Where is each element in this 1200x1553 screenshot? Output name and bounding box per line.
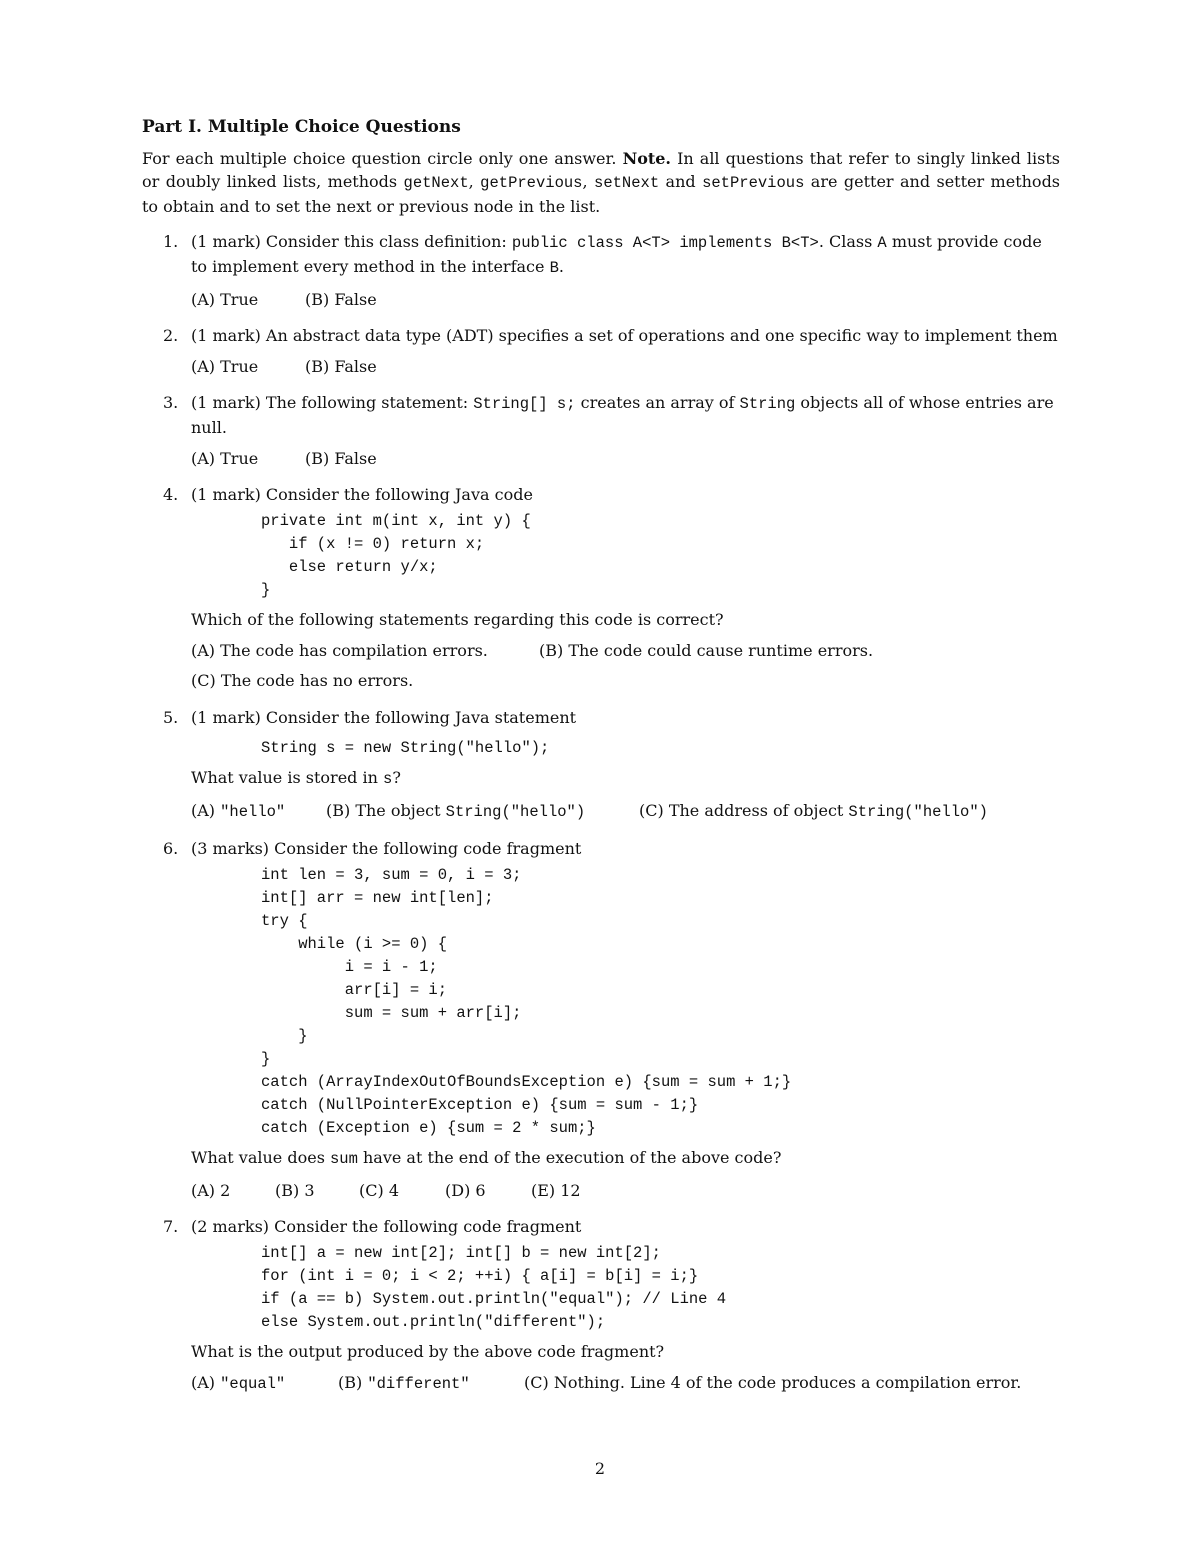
choice-a[interactable]: (A) True <box>191 357 259 376</box>
code-inline: String("hello") <box>445 803 586 821</box>
text: (1 mark) The following statement: <box>191 393 474 412</box>
question-3 <box>142 391 1060 470</box>
text: have at the end of the execution of the above code? <box>357 1148 782 1167</box>
intro-text: are getter and setter methods to obtain and to set the next or previous node in the list. <box>142 172 1061 216</box>
method-name: setNext <box>594 174 660 192</box>
choice-a[interactable]: (A) 2 <box>191 1181 231 1200</box>
question-text: (2 marks) Consider the following code fragment <box>191 1217 582 1236</box>
question-text <box>191 230 1060 280</box>
instructions-paragraph <box>142 147 1060 218</box>
choice-e[interactable]: (E) 12 <box>531 1181 581 1200</box>
question-6 <box>142 837 1060 1202</box>
question-number: 7. <box>163 1217 179 1236</box>
method-name: getNext <box>403 174 469 192</box>
question-5 <box>142 706 1060 824</box>
choice-label: (B) The object <box>326 801 446 820</box>
code-inline: String("hello") <box>848 803 988 821</box>
code-inline: B <box>549 259 559 277</box>
choice-label: (B) <box>338 1373 368 1392</box>
question-number: 5. <box>163 708 179 727</box>
text: must provide code to implement every method in the interface <box>191 232 1042 276</box>
code-inline: String <box>739 395 796 413</box>
choice-a[interactable] <box>191 799 326 824</box>
question-text: (1 mark) Consider the following Java code <box>191 485 533 504</box>
code-inline: String[] s; <box>473 395 576 413</box>
choice-d[interactable]: (D) 6 <box>445 1181 486 1200</box>
method-name: getPrevious <box>480 174 583 192</box>
answer-choices <box>191 799 1060 824</box>
choice-b[interactable]: (B) The code could cause runtime errors. <box>539 641 874 660</box>
separator: , <box>582 172 595 191</box>
answer-choices <box>191 355 1060 378</box>
code-inline: public class A<T> implements B<T> <box>511 234 819 252</box>
choice-label: (C) The address of object <box>639 801 849 820</box>
choice-label: (A) <box>191 1373 221 1392</box>
text: ? <box>392 768 401 787</box>
question-prompt: Which of the following statements regarding this code is correct? <box>191 610 724 629</box>
text: What value is stored in <box>191 768 383 787</box>
choice-b[interactable]: (B) False <box>305 357 377 376</box>
separator: , <box>468 172 481 191</box>
note-label: Note. <box>622 149 671 168</box>
question-text <box>191 391 1060 439</box>
answer-choices <box>191 447 1060 470</box>
answer-choices <box>191 1179 1060 1202</box>
question-prompt <box>191 766 1060 791</box>
choice-a[interactable]: (A) True <box>191 449 259 468</box>
choice-a[interactable]: (A) True <box>191 290 259 309</box>
code-inline: "hello" <box>220 803 286 821</box>
text: . Class <box>818 232 878 251</box>
text: What value does <box>191 1148 330 1167</box>
choice-b[interactable]: (B) False <box>305 290 377 309</box>
separator: and <box>659 172 703 191</box>
answer-choices <box>191 1371 1060 1396</box>
choice-b[interactable] <box>326 799 639 824</box>
question-text: (1 mark) Consider the following Java statement <box>191 708 577 727</box>
choice-a[interactable]: (A) The code has compilation errors. <box>191 641 488 660</box>
code-block: int len = 3, sum = 0, i = 3; int[] arr = new int[len]; try { while (i >= 0) { i = i - 1; arr[i] = i; sum = sum + arr[i]; } } catch (ArrayIndexOutOfBoundsException e) {sum = sum + 1;} catch (NullPointerException e) {sum = sum - 1;} catch (Exception e) {sum = 2 * sum;} <box>261 866 792 1137</box>
question-prompt: What is the output produced by the above code fragment? <box>191 1342 665 1361</box>
choice-b[interactable] <box>338 1371 524 1396</box>
question-number: 1. <box>163 232 179 251</box>
question-prompt <box>191 1146 1060 1171</box>
page-number: 2 <box>594 1459 606 1478</box>
question-number: 4. <box>163 485 179 504</box>
code-inline: s <box>383 770 393 788</box>
answer-choices <box>191 288 1060 311</box>
choice-label: (A) <box>191 801 221 820</box>
question-number: 3. <box>163 393 179 412</box>
code-block: String s = new String("hello"); <box>261 739 550 757</box>
answer-choices <box>191 669 1060 692</box>
code-inline: sum <box>330 1150 358 1168</box>
choice-b[interactable]: (B) False <box>305 449 377 468</box>
question-4 <box>142 483 1060 692</box>
code-inline: A <box>877 234 887 252</box>
question-2 <box>142 324 1060 378</box>
choice-b[interactable]: (B) 3 <box>275 1181 315 1200</box>
choice-a[interactable] <box>191 1371 338 1396</box>
intro-text: For each multiple choice question circle only one answer. <box>142 149 623 168</box>
choice-c[interactable]: (C) The code has no errors. <box>191 671 414 690</box>
text: (1 mark) Consider this class definition: <box>191 232 512 251</box>
section-heading: Part I. Multiple Choice Questions <box>142 117 461 137</box>
code-inline: "equal" <box>220 1375 286 1393</box>
code-block: int[] a = new int[2]; int[] b = new int[2]; for (int i = 0; i < 2; ++i) { a[i] = b[i] = i;} if (a == b) System.out.println("equal"); // Line 4 else System.out.println("different"); <box>261 1244 727 1331</box>
question-1 <box>142 230 1060 311</box>
method-name: setPrevious <box>702 174 805 192</box>
intro-text: In all questions that refer to singly linked lists or doubly linked lists, methods <box>142 149 1060 191</box>
text: objects all of whose entries are null. <box>191 393 1054 437</box>
question-text: (3 marks) Consider the following code fragment <box>191 839 582 858</box>
question-number: 6. <box>163 839 179 858</box>
text: creates an array of <box>575 393 740 412</box>
question-number: 2. <box>163 326 179 345</box>
question-7 <box>142 1215 1060 1396</box>
text: . <box>558 257 564 276</box>
answer-choices <box>191 639 1060 662</box>
code-inline: "different" <box>367 1375 470 1393</box>
question-text: (1 mark) An abstract data type (ADT) specifies a set of operations and one specific way to implement them <box>191 326 1058 345</box>
choice-c[interactable]: (C) 4 <box>359 1181 399 1200</box>
code-block: private int m(int x, int y) { if (x != 0) return x; else return y/x; } <box>261 512 531 599</box>
choice-c[interactable]: (C) Nothing. Line 4 of the code produces a compilation error. <box>524 1373 1022 1392</box>
choice-c[interactable] <box>639 799 988 824</box>
